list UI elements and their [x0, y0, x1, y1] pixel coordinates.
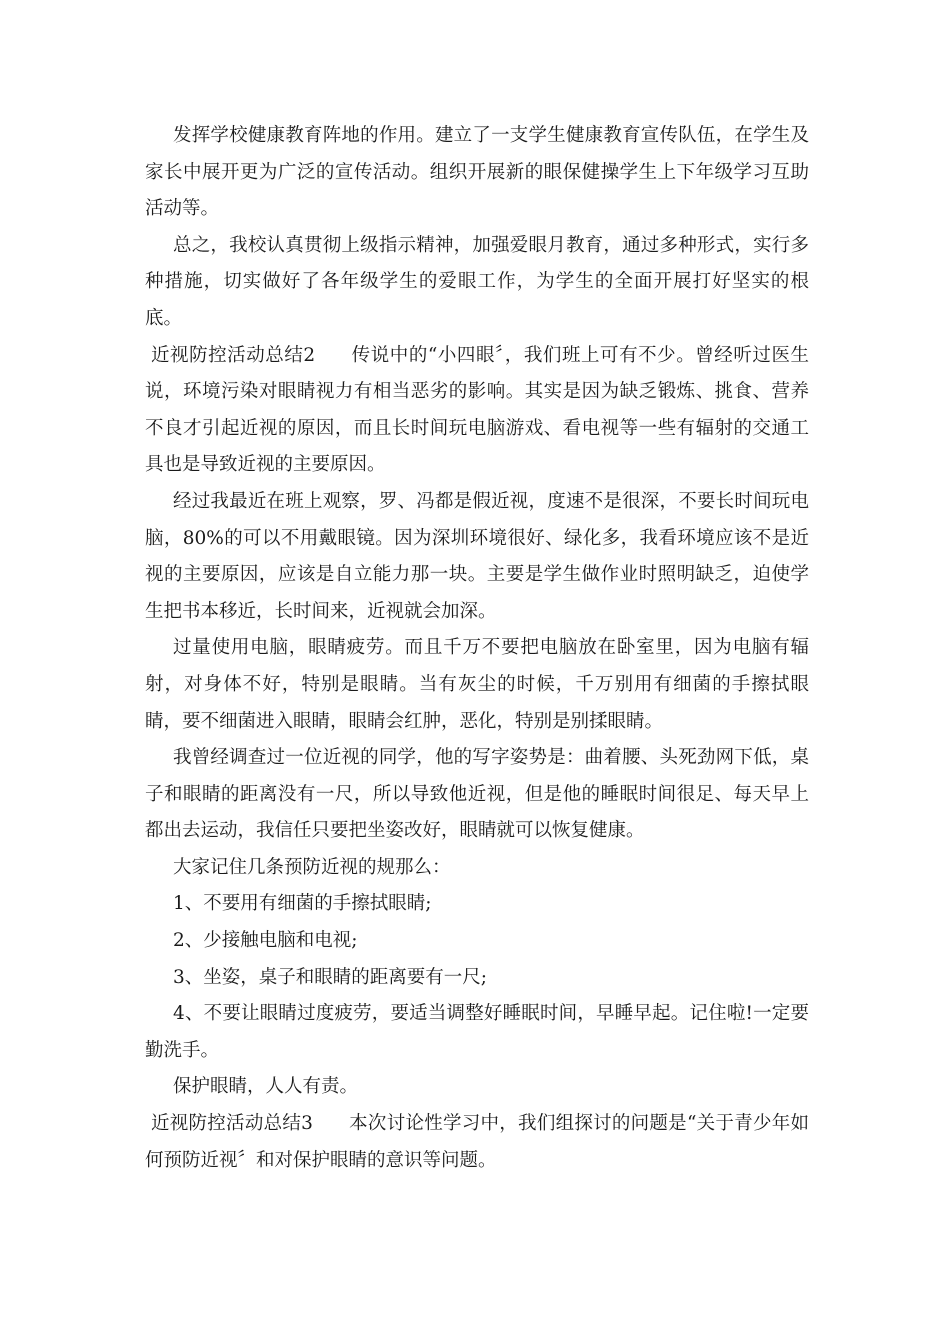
paragraph-rules-intro: 大家记住几条预防近视的规那么： — [173, 856, 451, 878]
paragraph-computer-use: 过量使用电脑，眼睛疲劳。而且千万不要把电脑放在卧室里，因为电脑有辐射，对身体不好，特别是眼睛。当有灰尘的时候，千万别用有细菌的手擦拭眼睛，要不细菌进入眼睛，眼睛会红肿，恶化，特别是别揉眼睛。 — [145, 637, 809, 732]
paragraph-summary-2 — [145, 338, 809, 484]
section-title-summary-2: 近视防控活动总结2 — [151, 344, 316, 366]
paragraph-survey: 我曾经调查过一位近视的同学，他的写字姿势是：曲着腰、头死劲网下低，桌子和眼睛的距离没有一尺，所以导致他近视，但是他的睡眠时间很足、每天早上都出去运动，我信任只要把坐姿改好，眼睛就可以恢复健康。 — [145, 747, 809, 842]
paragraph-summary-conclusion: 总之，我校认真贯彻上级指示精神，加强爱眼月教育，通过多种形式，实行多种措施，切实做好了各年级学生的爱眼工作，为学生的全面开展打好坚实的根底。 — [145, 234, 809, 329]
paragraph-text: 本次讨论性学习中，我们组探讨的问题是“关于青少年如何预防近视〞和对保护眼睛的意识等问题。 — [145, 1113, 809, 1171]
list-item-rule-3: 3、坐姿，桌子和眼睛的距离要有一尺; — [173, 966, 488, 988]
paragraph-health-education: 发挥学校健康教育阵地的作用。建立了一支学生健康教育宣传队伍，在学生及家长中展开更为广泛的宣传活动。组织开展新的眼保健操学生上下年级学习互助活动等。 — [145, 125, 809, 220]
section-title-summary-3: 近视防控活动总结3 — [151, 1113, 313, 1135]
list-item-rule-4: 4、不要让眼睛过度疲劳，要适当调整好睡眠时间，早睡早起。记住啦!一定要勤洗手。 — [145, 1003, 809, 1061]
paragraph-observation: 经过我最近在班上观察，罗、冯都是假近视，度速不是很深，不要长时间玩电脑，80%的可以不用戴眼镜。因为深圳环境很好、绿化多，我看环境应该不是近视的主要原因，应该是自立能力那一块。主要是学生做作业时照明缺乏，迫使学生把书本移近，长时间来，近视就会加深。 — [145, 490, 809, 622]
paragraph-text: 传说中的“小四眼〞，我们班上可有不少。曾经听过医生说，环境污染对眼睛视力有相当恶劣的影响。其实是因为缺乏锻炼、挑食、营养不良才引起近视的原因，而且长时间玩电脑游戏、看电视等一些有辐射的交通工具也是导致近视的主要原因。 — [145, 344, 809, 476]
paragraph-slogan: 保护眼睛，人人有责。 — [173, 1076, 359, 1098]
document-body — [145, 118, 809, 1179]
list-item-rule-2: 2、少接触电脑和电视; — [173, 930, 358, 952]
paragraph-summary-3 — [145, 1106, 809, 1179]
list-item-rule-1: 1、不要用有细菌的手擦拭眼睛; — [173, 893, 432, 915]
